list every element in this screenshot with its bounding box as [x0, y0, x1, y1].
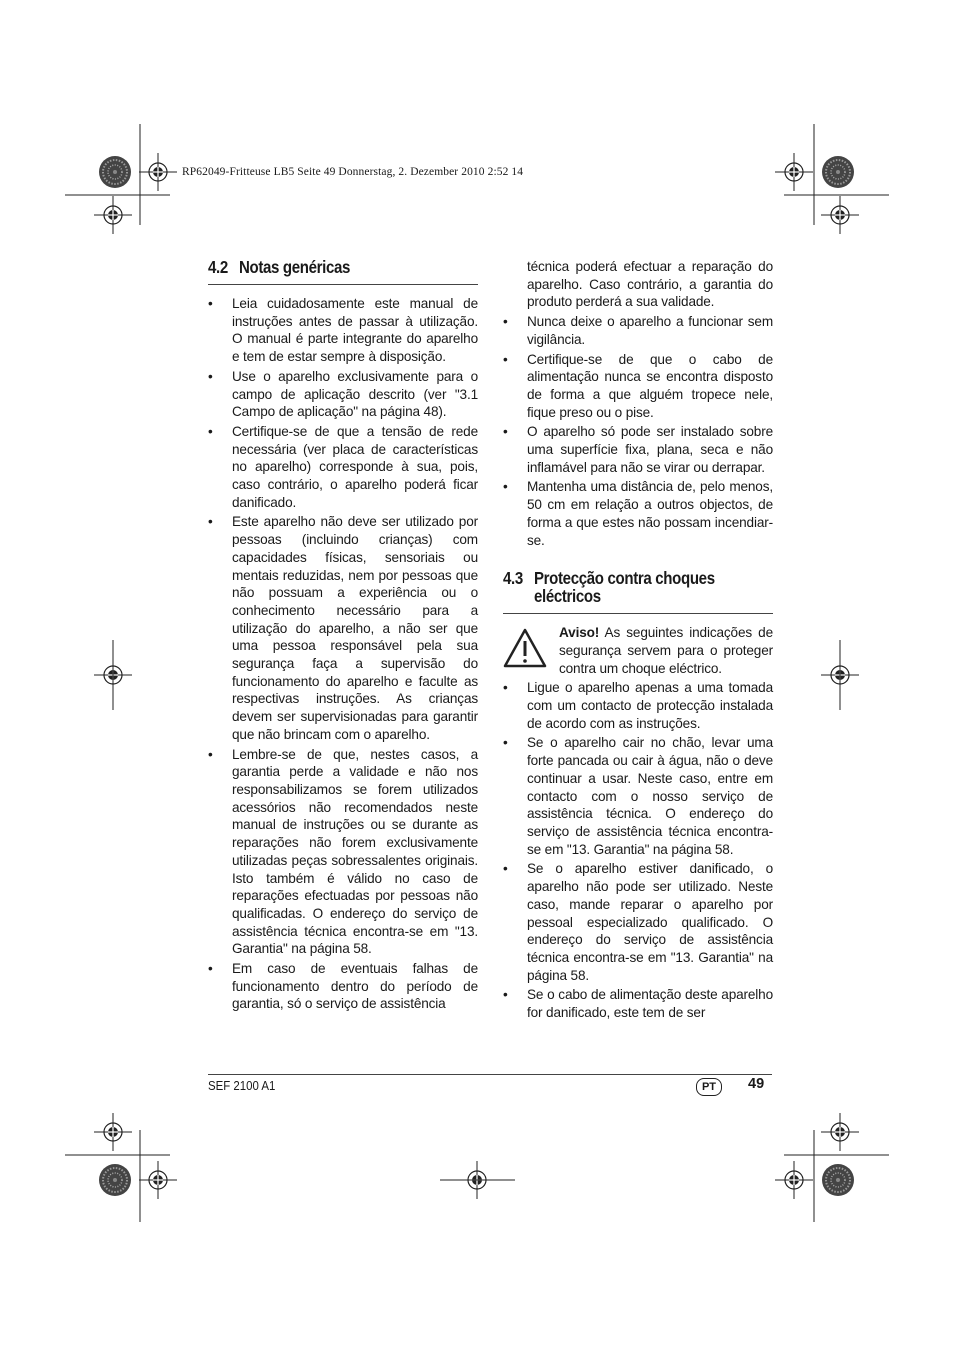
section-heading-4-2	[208, 258, 440, 276]
print-header: RP62049-Fritteuse LB5 Seite 49 Donnerstag, 2. Dezember 2010 2:52 14	[182, 166, 524, 178]
registration-mark-icon	[775, 153, 813, 191]
list-item: • Se o aparelho estiver danificado, o aparelho não pode ser utilizado. Neste caso, mande reparar o aparelho por pessoal especializado qualificado. O endereço do serviço de assistência técnica encontra-se em "13. Garantia" na página 58.	[503, 860, 773, 984]
list-item: • Leia cuidadosamente este manual de instruções antes de passar à utilização. O manual é parte integrante do aparelho e tem de estar sempre à disposição.	[208, 295, 478, 366]
section-title-line1: Protecção contra choques	[533, 568, 715, 589]
registration-mark-icon	[94, 1113, 132, 1151]
section-number: 4.3	[503, 568, 523, 589]
section-title-line2: eléctricos	[533, 586, 601, 607]
color-bar-icon	[99, 1164, 131, 1196]
color-bar-icon	[99, 156, 131, 188]
section-title: Notas genéricas	[238, 257, 351, 277]
warning-triangle-icon	[503, 628, 547, 668]
warning-notice	[503, 624, 773, 677]
section-divider	[208, 284, 478, 285]
registration-mark-icon	[821, 1113, 859, 1151]
list-item: • Se o cabo de alimentação deste aparelho for danificado, este tem de ser	[503, 986, 773, 1021]
registration-mark-icon	[775, 1161, 813, 1199]
language-badge: PT	[696, 1078, 722, 1096]
list-item: • Certifique-se de que o cabo de alimentação nunca se encontra disposto de forma a que alguém tropece nele, fique preso ou o pise.	[503, 351, 773, 422]
registration-mark-icon	[139, 153, 177, 191]
bullet-list	[208, 295, 478, 1013]
bullet-list	[503, 679, 773, 1021]
list-item: • Em caso de eventuais falhas de funcionamento dentro do período de garantia, só o serviço de assistência	[208, 960, 478, 1013]
page-number: 49	[748, 1076, 765, 1092]
footer-divider	[208, 1074, 772, 1075]
footer-model: SEF 2100 A1	[208, 1078, 276, 1093]
section-divider	[503, 613, 773, 614]
list-item: • Ligue o aparelho apenas a uma tomada com um contacto de protecção instalada de acordo com as instruções.	[503, 679, 773, 732]
section-number: 4.2	[208, 257, 228, 277]
list-item: • Mantenha uma distância de, pelo menos, 50 cm em relação a outros objectos, de forma a que estes não possam incendiar-se.	[503, 478, 773, 549]
section-heading-4-3	[503, 569, 735, 605]
list-item: • Lembre-se de que, nestes casos, a garantia perde a validade e não nos responsabilizamos se forem utilizados acessórios não recomendados neste manual de instruções ou se durante as reparações não forem exclusivamente utilizadas peças sobressalentes originais. Isto também é válido no caso de reparações efectuadas por pessoas não qualificadas. O endereço do serviço de assistência técnica encontra-se em "13. Garantia" na página 58.	[208, 746, 478, 958]
right-column	[503, 258, 773, 1024]
registration-mark-icon	[94, 196, 132, 234]
warning-label: Aviso!	[559, 625, 600, 641]
list-item: • O aparelho só pode ser instalado sobre uma superfície fixa, plana, seca e não inflamável para não se virar ou derrapar.	[503, 423, 773, 476]
list-item: • Nunca deixe o aparelho a funcionar sem vigilância.	[503, 313, 773, 348]
left-column	[208, 258, 478, 1015]
warning-text: As seguintes indicações de segurança servem para o proteger contra um choque eléctrico.	[559, 625, 773, 676]
list-item: • Se o aparelho cair no chão, levar uma forte pancada ou cair à água, não o deve continuar a usar. Neste caso, entre em contacto com o nosso serviço de assistência técnica. O endereço do serviço de assistência técnica encontra-se em "13. Garantia" na página 58.	[503, 734, 773, 858]
color-bar-icon	[822, 156, 854, 188]
list-item: • Certifique-se de que a tensão de rede necessária (ver placa de características no aparelho) corresponde à sua, pois, caso contrário, o aparelho poderá ficar danificado.	[208, 423, 478, 512]
bullet-list	[503, 313, 773, 549]
color-bar-icon	[822, 1164, 854, 1196]
continued-paragraph: técnica poderá efectuar a reparação do aparelho. Caso contrário, a garantia do produto perderá a sua validade.	[527, 259, 773, 310]
registration-mark-icon	[139, 1161, 177, 1199]
registration-mark-icon	[821, 196, 859, 234]
list-item: • Use o aparelho exclusivamente para o campo de aplicação descrito (ver "3.1 Campo de aplicação" na página 48).	[208, 368, 478, 421]
list-item: • Este aparelho não deve ser utilizado por pessoas (incluindo crianças) com capacidades físicas, sensoriais ou mentais reduzidas, nem por pessoas que não possuam a experiência ou o conhecimento necessário para a utilização do aparelho, a não ser que uma pessoa responsável pela sua segurança faça a supervisão do funcionamento do aparelho e faculte as respectivas instruções. As crianças devem ser supervisionadas para garantir que não brincam com o aparelho.	[208, 513, 478, 743]
